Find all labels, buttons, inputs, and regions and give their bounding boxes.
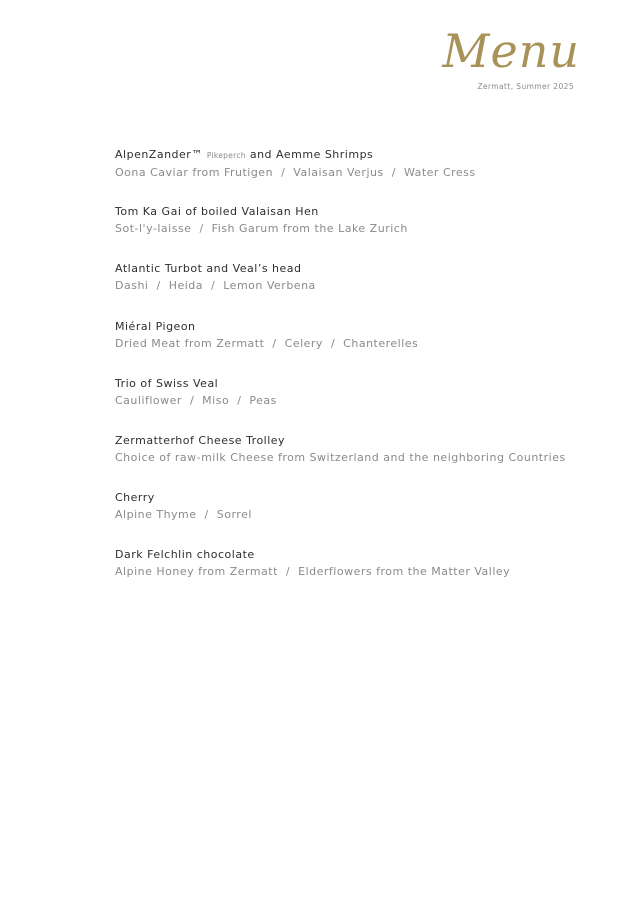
separator: / [189, 393, 195, 407]
separator: / [204, 508, 209, 522]
component: Oona Caviar from Frutigen [115, 166, 274, 179]
course-item [115, 203, 585, 260]
dish-name-main: AlpenZander™ [115, 148, 203, 161]
component: Lemon Verbena [223, 279, 316, 293]
dish-name: Zermatterhof Cheese Trolley [115, 433, 286, 447]
component: Heida [168, 279, 204, 293]
separator: / [211, 279, 216, 293]
separator: / [156, 279, 161, 293]
course-item [115, 146, 585, 203]
course-item [115, 318, 585, 375]
dish-components [115, 164, 585, 182]
course-item [115, 375, 585, 432]
component: Alpine Honey from Zermatt [115, 565, 278, 579]
dish-name [115, 146, 585, 164]
separator: / [272, 336, 277, 350]
separator: / [199, 222, 204, 236]
separator: / [237, 393, 242, 407]
dish-name: Atlantic Turbot and Veal’s head [115, 262, 302, 276]
component: Peas [249, 393, 277, 407]
separator: / [330, 336, 336, 350]
component: Miso [202, 393, 230, 407]
component: Cauliflower [115, 393, 182, 407]
dish-name: Trio of Swiss Veal [115, 376, 219, 390]
separator: / [281, 166, 286, 179]
dish-name: Miéral Pigeon [115, 319, 196, 333]
course-item [115, 260, 585, 317]
dish-components [115, 277, 585, 295]
dish-name-suffix: and Aemme Shrimps [249, 148, 374, 161]
component: Fish Garum from the Lake Zurich [211, 222, 408, 236]
dish-components [115, 392, 585, 410]
dish-components [115, 335, 585, 353]
course-item [115, 489, 585, 546]
course-item [115, 432, 585, 489]
component: Water Cress [403, 166, 476, 179]
component: Alpine Thyme [115, 508, 197, 522]
component: Celery [284, 336, 323, 350]
component: Elderflowers from the Matter Valley [298, 565, 511, 579]
menu-header [442, 22, 580, 91]
component: Dried Meat from Zermatt [115, 336, 265, 350]
component: Dashi [115, 279, 149, 293]
component: Chanterelles [343, 336, 419, 350]
dish-name: Dark Felchlin chocolate [115, 548, 255, 562]
component: Valaisan Verjus [293, 166, 384, 179]
course-list [115, 146, 585, 604]
menu-title: Menu [442, 24, 580, 78]
course-item [115, 546, 585, 603]
component: Choice of raw-milk Cheese from Switzerland and the neighboring Countries [115, 450, 566, 464]
dish-components [115, 449, 585, 467]
dish-components [115, 220, 585, 238]
dish-note: Pikeperch [206, 151, 246, 160]
dish-components [115, 506, 585, 524]
dish-components [115, 563, 585, 581]
dish-name: Tom Ka Gai of boiled Valaisan Hen [115, 205, 319, 219]
dish-name: Cherry [115, 491, 155, 505]
component: Sorrel [216, 508, 252, 522]
separator: / [391, 166, 396, 179]
menu-subtitle: Zermatt, Summer 2025 [477, 82, 574, 91]
component: Sot-l'y-laisse [115, 222, 192, 236]
separator: / [285, 565, 291, 579]
